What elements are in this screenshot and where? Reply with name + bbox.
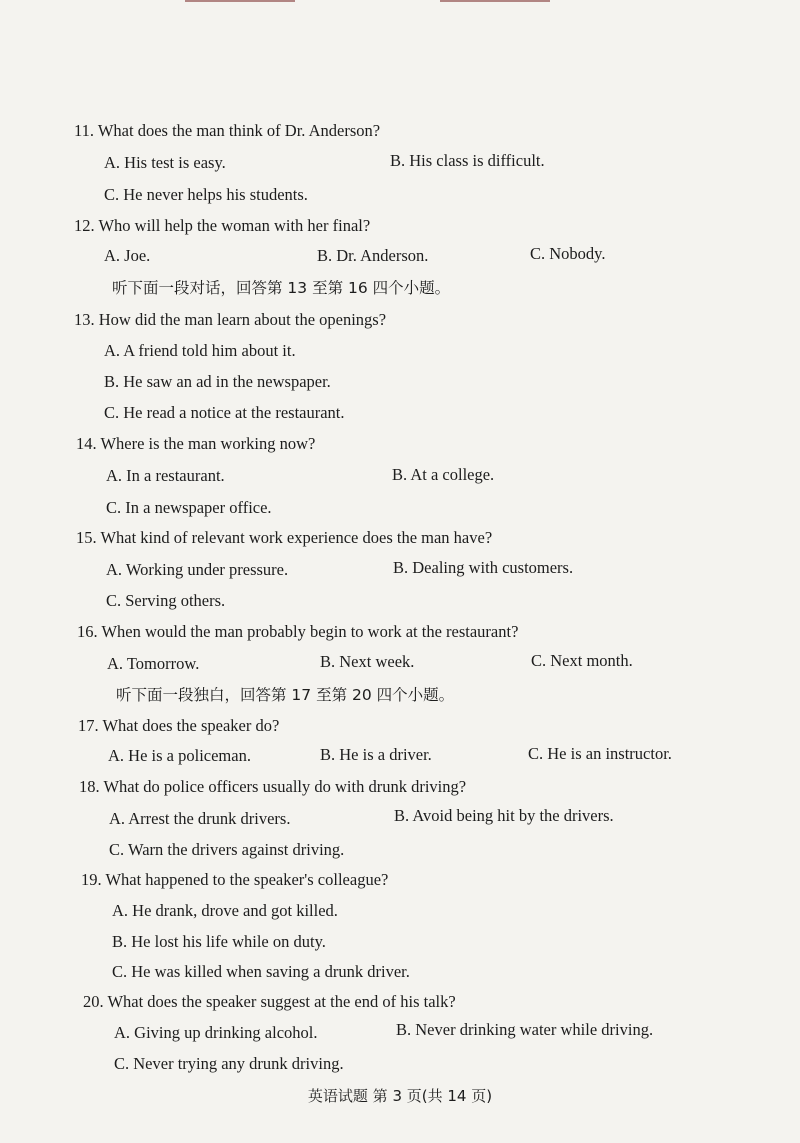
option-a: A. He is a policeman.: [108, 746, 251, 765]
option-c: C. He was killed when saving a drunk driver.: [112, 962, 410, 981]
question-stem: 17. What does the speaker do?: [78, 716, 280, 735]
option-a: A. Tomorrow.: [107, 654, 200, 673]
option-b: B. He is a driver.: [320, 745, 432, 764]
top-edge-line: [440, 0, 550, 2]
question-stem: 20. What does the speaker suggest at the end of his talk?: [83, 992, 456, 1011]
option-a: A. His test is easy.: [104, 153, 226, 172]
section-instruction: 听下面一段独白，回答第 17 至第 20 四个小题。: [116, 686, 455, 704]
option-b: B. Next week.: [320, 652, 415, 671]
option-b: B. Never drinking water while driving.: [396, 1020, 654, 1039]
option-b: B. Dealing with customers.: [393, 558, 574, 577]
option-b: B. At a college.: [392, 465, 495, 484]
question-stem: 15. What kind of relevant work experience does the man have?: [76, 528, 493, 547]
option-a: A. Arrest the drunk drivers.: [109, 809, 291, 828]
option-c: C. Next month.: [531, 651, 633, 670]
option-b: B. He saw an ad in the newspaper.: [104, 372, 331, 391]
question-stem: 12. Who will help the woman with her final?: [74, 216, 371, 235]
question-stem: 11. What does the man think of Dr. Anderson?: [74, 121, 381, 140]
option-b: B. His class is difficult.: [390, 151, 545, 170]
question-stem: 14. Where is the man working now?: [76, 434, 316, 453]
option-a: A. Joe.: [104, 246, 151, 265]
option-a: A. In a restaurant.: [106, 466, 225, 485]
option-c: C. Nobody.: [530, 244, 606, 263]
option-a: A. Working under pressure.: [106, 560, 289, 579]
question-stem: 13. How did the man learn about the openings?: [74, 310, 387, 329]
option-c: C. He is an instructor.: [528, 744, 672, 763]
top-edge-line: [185, 0, 295, 2]
page-footer: 英语试题 第 3 页(共 14 页): [307, 1087, 493, 1105]
option-b: B. Avoid being hit by the drivers.: [394, 806, 614, 825]
option-c: C. He never helps his students.: [104, 185, 308, 204]
option-c: C. He read a notice at the restaurant.: [104, 403, 345, 422]
option-c: C. Warn the drivers against driving.: [109, 840, 345, 859]
option-c: C. Never trying any drunk driving.: [114, 1054, 344, 1073]
option-b: B. He lost his life while on duty.: [112, 932, 326, 951]
question-stem: 16. When would the man probably begin to work at the restaurant?: [77, 622, 519, 641]
option-c: C. Serving others.: [106, 591, 226, 610]
option-a: A. He drank, drove and got killed.: [112, 901, 338, 920]
option-a: A. Giving up drinking alcohol.: [114, 1023, 318, 1042]
question-stem: 19. What happened to the speaker's colleague?: [81, 870, 389, 889]
option-a: A. A friend told him about it.: [104, 341, 296, 360]
section-instruction: 听下面一段对话，回答第 13 至第 16 四个小题。: [112, 279, 451, 297]
option-c: C. In a newspaper office.: [106, 498, 272, 517]
question-stem: 18. What do police officers usually do with drunk driving?: [79, 777, 467, 796]
option-b: B. Dr. Anderson.: [317, 246, 429, 265]
